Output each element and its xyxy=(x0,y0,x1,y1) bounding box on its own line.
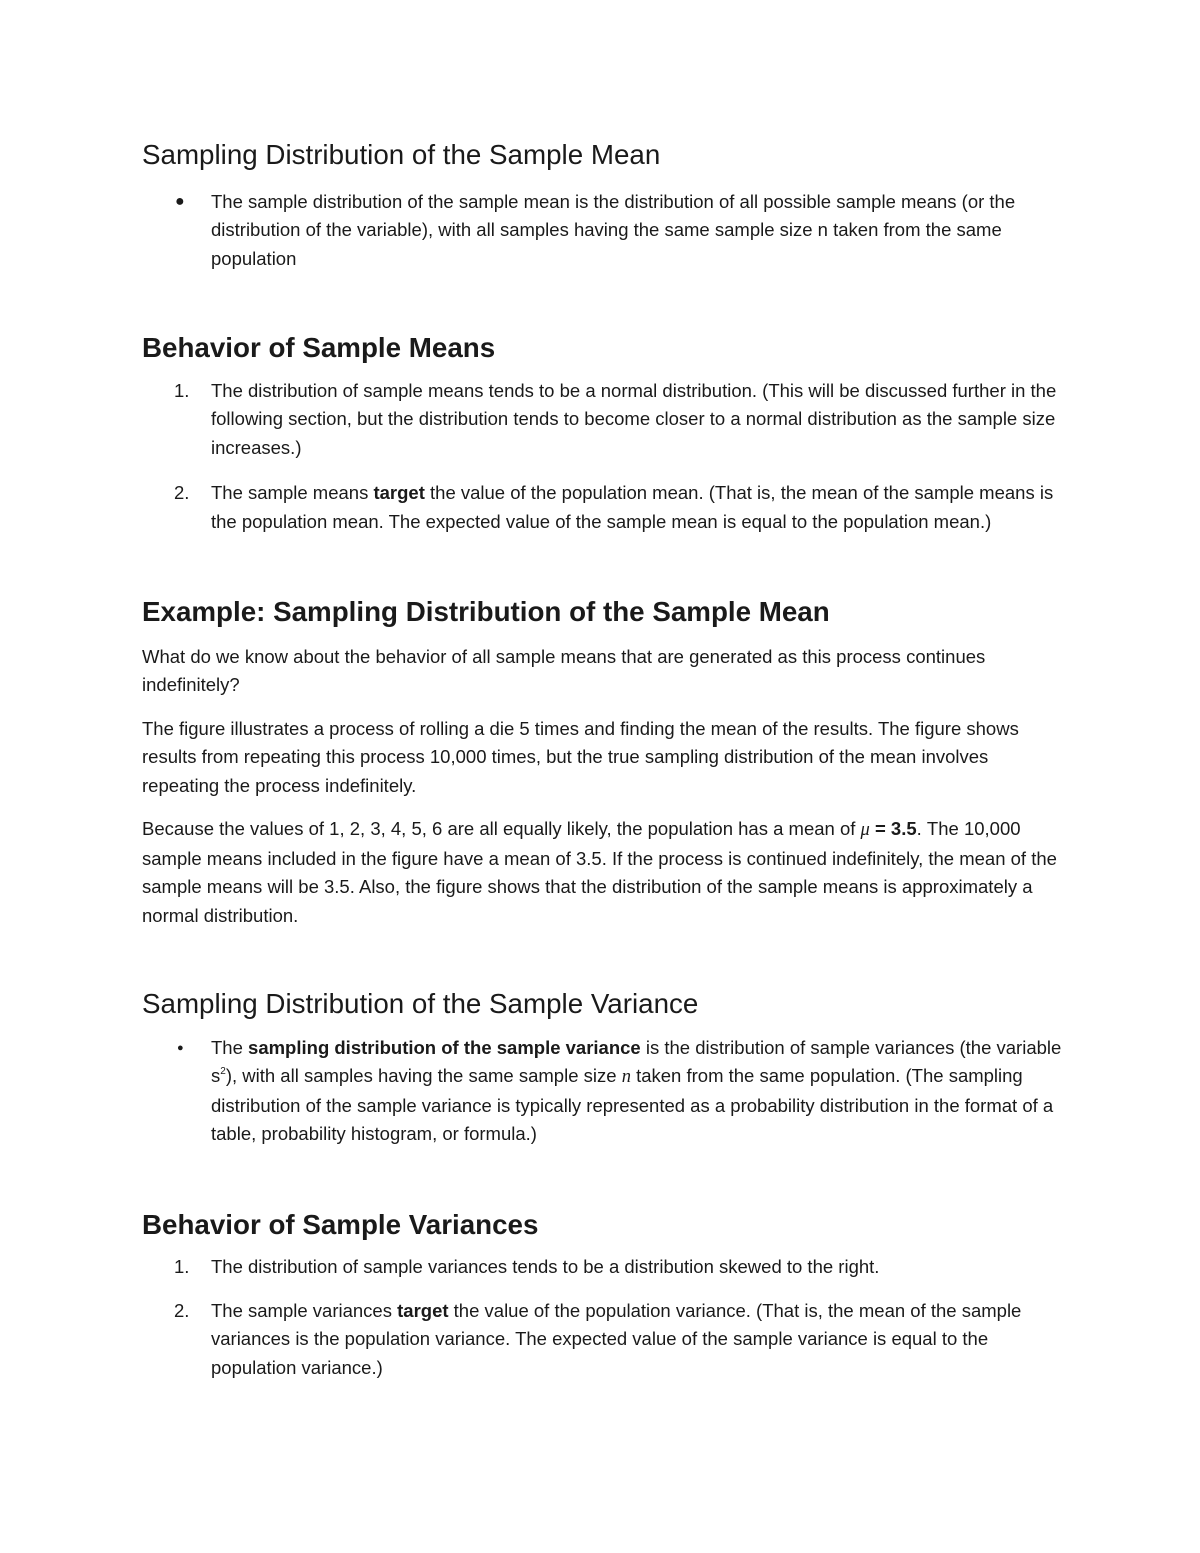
bullet-list-variance xyxy=(142,1034,1062,1149)
heading-behavior-sample-variances: Behavior of Sample Variances xyxy=(142,1208,539,1240)
heading-sampling-distribution-mean: Sampling Distribution of the Sample Mean xyxy=(142,139,661,170)
bullet-list-definition xyxy=(142,188,1062,274)
heading-sampling-distribution-variance: Sampling Distribution of the Sample Variance xyxy=(142,988,699,1019)
bullet-icon: ● xyxy=(177,1041,184,1054)
mu-symbol: μ xyxy=(860,820,870,840)
heading-behavior-sample-means: Behavior of Sample Means xyxy=(142,332,496,363)
list-item xyxy=(142,188,1062,274)
bold-term: target xyxy=(397,1299,449,1321)
paragraph-figure: The figure illustrates a process of rolling a die 5 times and finding the mean of the results. The figure shows results from repeating this process 10,000 times, but the true sampling distribution of the mean involves repeating the process indefinitely. xyxy=(142,717,1019,796)
list-number: 1. xyxy=(174,1256,190,1277)
list-item xyxy=(142,479,1062,536)
bullet-icon: ● xyxy=(175,192,185,210)
list-text: The distribution of sample means tends to be a normal distribution. (This will be discussed further in the following section, but the distribution tends to become closer to a normal distribution as the sample size increases.) xyxy=(211,379,1057,458)
bold-term: sampling distribution of the sample variance xyxy=(248,1036,641,1058)
list-text: The distribution of sample variances tends to be a distribution skewed to the right. xyxy=(211,1256,880,1277)
document-page xyxy=(142,141,1062,1382)
list-text: The sample variances target the value of the population variance. (That is, the mean of the sample variances is the population variance. The expected value of the sample variance is equal to the population variance.) xyxy=(211,1299,1022,1378)
list-number: 2. xyxy=(174,1299,190,1321)
list-text: The sample means target the value of the population mean. (That is, the mean of the sample means is the population mean. The expected value of the sample mean is equal to the population mean.) xyxy=(211,482,1054,532)
bullet-text: The sampling distribution of the sample variance is the distribution of sample variances (the variable $s^2$), with all samples having the same sample size n taken from the same population. (The sampling distribution of the sample variance is typically represented as a probability distribution in the format of a table, probability histogram, or formula.) xyxy=(211,1036,1062,1144)
bullet-text: The sample distribution of the sample mean is the distribution of all possible sample means (or the distribution of the variable), with all samples having the same sample size n taken from the same population xyxy=(211,190,1016,269)
list-item xyxy=(142,1034,1062,1149)
superscript: 2 xyxy=(220,1066,226,1077)
list-number: 2. xyxy=(174,482,190,503)
paragraph-population-mean: Because the values of 1, 2, 3, 4, 5, 6 are all equally likely, the population has a mean of μ = 3.5. The 10,000 sample means included in the figure have a mean of 3.5. If the process is continued indefinitely, the mean of the sample means will be 3.5. Also, the figure shows that the distribution of the sample means is approximately a normal distribution. xyxy=(142,818,1057,926)
list-item xyxy=(142,1253,1062,1282)
list-item xyxy=(142,377,1062,463)
numbered-list-variances xyxy=(142,1253,1062,1382)
italic-n: n xyxy=(621,1067,631,1087)
list-item xyxy=(142,1297,1062,1383)
numbered-list-means xyxy=(142,377,1062,537)
bold-term: target xyxy=(373,482,425,503)
list-number: 1. xyxy=(174,379,190,401)
paragraph-question: What do we know about the behavior of all sample means that are generated as this process continues indefinitely? xyxy=(142,645,986,695)
heading-example: Example: Sampling Distribution of the Sample Mean xyxy=(142,596,830,627)
